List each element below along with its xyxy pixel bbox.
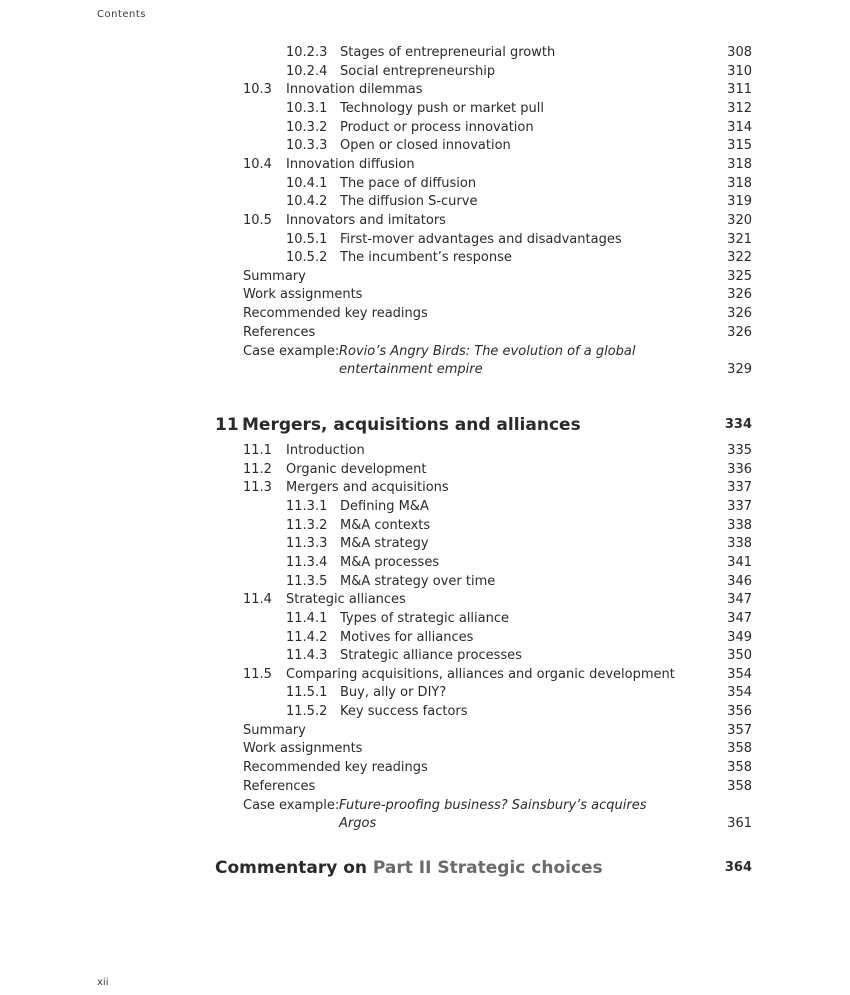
case-example-title-line2: entertainment empire [339,362,483,377]
commentary-part: Part II [372,858,432,878]
section-page: 308 [727,45,752,60]
section-page: 318 [727,175,752,191]
section-page: 354 [727,685,752,701]
section-page: 326 [727,324,752,340]
section-title: Organic development [286,461,427,477]
toc-entry [0,286,850,304]
section-title: Work assignments [243,287,363,303]
section-title: Recommended key readings [243,306,428,322]
section-page: 321 [727,231,752,247]
toc-entry [0,498,850,516]
section-title: References [243,324,316,340]
toc-entry [0,610,850,628]
case-example-chapter-11 [0,797,850,815]
section-title: Motives for alliances [340,629,474,645]
toc-entry [0,703,850,721]
section-page: 310 [727,63,752,79]
section-title: Summary [243,722,306,738]
section-page: 326 [727,287,752,303]
section-page: 347 [727,592,752,608]
toc-entry [0,63,850,81]
section-number: 10.5.2 [286,250,328,266]
section-title: M&A processes [340,554,440,570]
section-title: Stages of entrepreneurial growth [340,45,556,60]
section-number: 10.4.2 [286,194,328,210]
section-number: 10.4.1 [286,175,328,191]
case-example-label: Case example: [243,344,340,359]
toc-entry [0,442,850,460]
section-title: Strategic alliances [286,592,406,608]
section-page: 341 [727,554,752,570]
section-title: Technology push or market pull [340,100,545,116]
section-title: Types of strategic alliance [340,610,509,626]
section-number: 10.3 [243,82,272,98]
toc-entry [0,759,850,777]
running-head: Contents [97,9,146,20]
toc-entry [0,324,850,342]
section-page: 350 [727,648,752,664]
section-page: 325 [727,268,752,284]
section-number: 11.2 [243,461,272,477]
section-title: Buy, ally or DIY? [340,685,447,701]
section-number: 11.5.1 [286,685,328,701]
section-page: 314 [727,119,752,135]
toc-entry [0,461,850,479]
case-example-page: 329 [727,362,752,377]
commentary-prefix: Commentary on [215,858,367,878]
toc-entry [0,137,850,155]
section-number: 10.2.3 [286,45,328,60]
section-number: 11.3.5 [286,573,328,589]
section-title: Innovators and imitators [286,212,446,228]
section-page: 347 [727,610,752,626]
section-title: Product or process innovation [340,119,534,135]
section-page: 320 [727,212,752,228]
section-number: 11.3.1 [286,498,328,514]
toc-entry [0,249,850,267]
toc-entry [0,268,850,286]
section-number: 11.3 [243,480,272,496]
toc-entry [0,517,850,535]
section-number: 11.5 [243,666,272,682]
toc-entry [0,479,850,497]
case-example-page: 361 [727,816,752,831]
toc-entry [0,212,850,230]
section-page: 356 [727,704,752,720]
section-page: 346 [727,573,752,589]
case-example-title-line1: Future-proofing business? Sainsbury’s acquires [339,798,647,813]
section-number: 10.4 [243,156,272,172]
toc-entry [0,535,850,553]
section-number: 11.3.3 [286,536,328,552]
toc-entry [0,119,850,137]
toc-entry [0,684,850,702]
section-title: Innovation dilemmas [286,82,423,98]
section-number: 10.5.1 [286,231,328,247]
toc-entry [0,647,850,665]
section-title: Introduction [286,443,365,458]
commentary-page: 364 [724,860,752,875]
toc-entry [0,740,850,758]
section-title: M&A contexts [340,517,431,533]
section-title: M&A strategy [340,536,429,552]
section-page: 337 [727,480,752,496]
section-title: The incumbent’s response [340,250,512,266]
toc-entry [0,778,850,796]
toc-entry [0,175,850,193]
section-number: 11.4.2 [286,629,328,645]
section-title: Social entrepreneurship [340,63,496,79]
commentary-title [215,856,603,880]
section-page: 358 [727,741,752,757]
section-page: 338 [727,536,752,552]
case-example-chapter-10 [0,343,850,361]
page-number: xii [97,977,109,988]
section-title: Innovation diffusion [286,156,415,172]
section-page: 319 [727,194,752,210]
section-page: 337 [727,498,752,514]
section-number: 11.4.3 [286,648,328,664]
section-number: 11.4.1 [286,610,328,626]
section-page: 326 [727,306,752,322]
toc-entry [0,81,850,99]
case-example-title-line2: Argos [339,816,377,831]
section-title: Summary [243,268,306,284]
section-number: 11.3.2 [286,517,328,533]
toc-entry [0,231,850,249]
case-example-chapter-11-cont [0,815,850,833]
section-page: 336 [727,461,752,477]
section-number: 11.5.2 [286,704,328,720]
commentary-part-title: Strategic choices [437,858,603,878]
section-title: Defining M&A [340,498,429,514]
chapter-title: Mergers, acquisitions and alliances [242,415,581,435]
section-page: 318 [727,156,752,172]
section-title: Open or closed innovation [340,138,511,154]
case-example-chapter-10-cont [0,361,850,379]
section-page: 315 [727,138,752,154]
chapter-page: 334 [724,417,752,432]
toc-entry [0,193,850,211]
toc-entry [0,100,850,118]
toc-entry [0,629,850,647]
case-example-label: Case example: [243,798,340,813]
section-title: Recommended key readings [243,760,428,776]
section-page: 312 [727,100,752,116]
section-number: 10.2.4 [286,63,328,79]
section-title: M&A strategy over time [340,573,496,589]
section-number: 11.1 [243,443,272,458]
toc-entry [0,554,850,572]
toc-entry [0,156,850,174]
section-page: 358 [727,778,752,794]
toc-entry [0,305,850,323]
section-number: 11.3.4 [286,554,328,570]
section-page: 349 [727,629,752,645]
toc-entry [0,666,850,684]
chapter-number: 11 [215,415,239,435]
chapter-11-heading [0,413,850,437]
section-title: Mergers and acquisitions [286,480,449,496]
section-title: The diffusion S-curve [340,194,478,210]
section-number: 10.3.2 [286,119,328,135]
section-title: Work assignments [243,741,363,757]
section-page: 354 [727,666,752,682]
section-number: 10.3.1 [286,100,328,116]
section-title: The pace of diffusion [340,175,477,191]
commentary-heading [0,856,850,880]
section-number: 11.4 [243,592,272,608]
section-title: References [243,778,316,794]
section-number: 10.5 [243,212,272,228]
section-page: 322 [727,250,752,266]
section-page: 338 [727,517,752,533]
toc-entry [0,591,850,609]
toc-entry [0,573,850,591]
section-page: 335 [727,443,752,458]
section-title: Comparing acquisitions, alliances and organic development [286,666,675,682]
section-title: Strategic alliance processes [340,648,522,664]
section-page: 357 [727,722,752,738]
section-page: 358 [727,760,752,776]
toc-entry [0,44,850,62]
section-number: 10.3.3 [286,138,328,154]
case-example-title-line1: Rovio’s Angry Birds: The evolution of a global [339,344,636,359]
section-title: First-mover advantages and disadvantages [340,231,622,247]
toc-entry [0,722,850,740]
section-page: 311 [727,82,752,98]
section-title: Key success factors [340,704,468,720]
